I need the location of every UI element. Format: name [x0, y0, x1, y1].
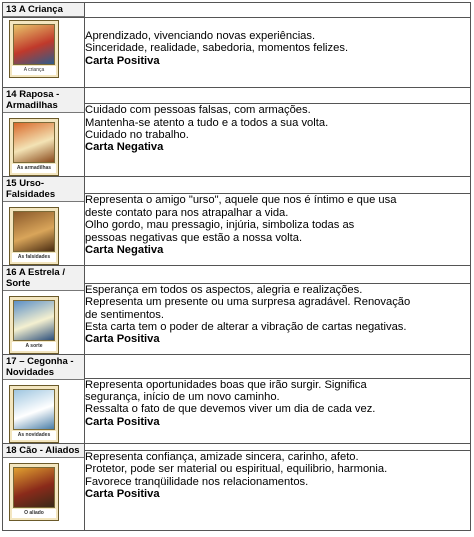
card-name: 15 Urso- Falsidades	[3, 177, 84, 202]
card-verdict: Carta Positiva	[85, 54, 160, 67]
card-image	[9, 118, 59, 176]
card-art	[13, 467, 55, 508]
card-verdict: Carta Positiva	[85, 415, 160, 428]
card-art	[13, 122, 55, 163]
card-row	[3, 444, 471, 451]
card-art	[13, 389, 55, 430]
card-art	[13, 211, 55, 252]
card-verdict: Carta Negativa	[85, 244, 164, 257]
card-caption: A criança	[12, 66, 56, 75]
card-caption: O aliado	[12, 509, 56, 518]
card-name-cell	[3, 3, 85, 18]
description-line: Cuidado no trabalho.	[85, 128, 189, 141]
card-header-blank	[85, 444, 471, 451]
card-row	[3, 18, 471, 88]
card-description	[85, 18, 471, 88]
card-caption: As falsidades	[12, 253, 56, 262]
description-line: Mantenha-se atento a tudo e a todos a sua volta.	[85, 116, 329, 129]
card-name-cell	[3, 444, 85, 531]
card-caption: As novidades	[12, 431, 56, 440]
card-image	[9, 463, 59, 521]
description-line: deste contato para nos atrapalhar a vida.	[85, 206, 289, 219]
card-header-blank	[85, 355, 471, 379]
card-header-blank	[85, 177, 471, 194]
card-art	[13, 300, 55, 341]
description-line: Cuidado com pessoas falsas, com armações.	[85, 104, 311, 117]
description-line: pessoas negativas que estão a nossa volta.	[85, 231, 303, 244]
description-line: Protetor, pode ser material ou espiritual, equilibrio, harmonia.	[85, 463, 388, 476]
cards-table	[2, 2, 471, 531]
card-caption: A sorte	[12, 342, 56, 351]
description-line: Olho gordo, mau pressagio, injúria, simboliza todas as	[85, 219, 355, 232]
card-description	[85, 451, 471, 531]
card-row	[3, 3, 471, 18]
card-header-blank	[85, 88, 471, 104]
description-line: Representa um presente ou uma surpresa agradável. Renovação	[85, 296, 411, 309]
card-row	[3, 88, 471, 104]
card-verdict: Carta Negativa	[85, 141, 164, 154]
card-description	[85, 283, 471, 354]
card-header-blank	[85, 3, 471, 18]
card-name: 18 Cão - Aliados	[3, 444, 84, 458]
description-line: segurança, início de um novo caminho.	[85, 390, 280, 403]
description-line: Esta carta tem o poder de alterar a vibração de cartas negativas.	[85, 321, 407, 334]
description-line: Esperança em todos os aspectos, alegria e realizações.	[85, 283, 363, 296]
card-name: 17 – Cegonha - Novidades	[3, 355, 84, 380]
card-image	[9, 20, 59, 78]
card-description	[85, 104, 471, 177]
card-name: 13 A Criança	[3, 3, 84, 17]
card-verdict: Carta Positiva	[85, 333, 160, 346]
card-image	[9, 385, 59, 443]
description-line: Sinceridade, realidade, sabedoria, momentos felizes.	[85, 42, 349, 55]
card-description	[85, 194, 471, 266]
card-image	[9, 207, 59, 265]
description-line: Representa o amigo "urso", aquele que nos é íntimo e que usa	[85, 194, 397, 207]
card-verdict: Carta Positiva	[85, 488, 160, 501]
card-name-cell	[3, 177, 85, 266]
description-line: Favorece tranqüilidade nos relacionamentos.	[85, 475, 309, 488]
description-line: Representa confiança, amizade sincera, carinho, afeto.	[85, 451, 359, 463]
card-row	[3, 355, 471, 379]
card-art	[13, 24, 55, 65]
description-line: Representa oportunidades boas que irão surgir. Significa	[85, 378, 367, 391]
card-image-cell	[3, 18, 85, 88]
card-name: 14 Raposa - Armadilhas	[3, 88, 84, 113]
card-name-cell	[3, 355, 85, 444]
card-name: 16 A Estrela / Sorte	[3, 266, 84, 291]
card-header-blank	[85, 266, 471, 284]
card-name-cell	[3, 266, 85, 355]
card-caption: As armadilhas	[12, 164, 56, 173]
description-line: Ressalta o fato de que devemos viver um dia de cada vez.	[85, 403, 376, 416]
card-row	[3, 177, 471, 194]
card-row	[3, 266, 471, 284]
card-image	[9, 296, 59, 354]
card-name-cell	[3, 88, 85, 177]
description-line: Aprendizado, vivenciando novas experiências.	[85, 30, 316, 42]
card-description	[85, 378, 471, 443]
description-line: de sentimentos.	[85, 308, 164, 321]
